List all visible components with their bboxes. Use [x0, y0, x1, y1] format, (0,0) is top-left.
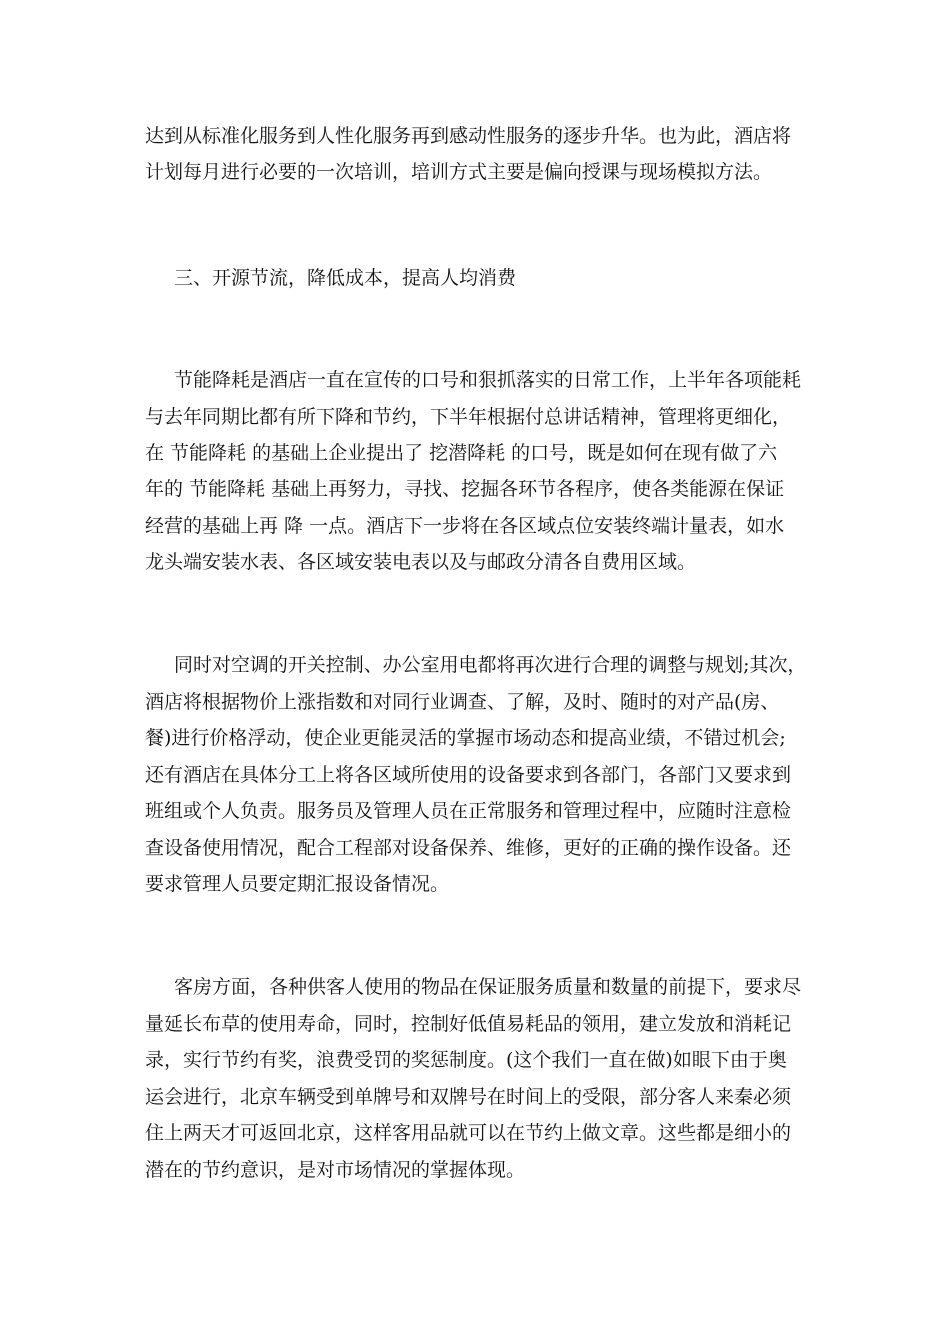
- text-line: 住上两天才可返回北京，这样客用品就可以在节约上做文章。这些都是细小的: [145, 1122, 792, 1144]
- text-line: 查设备使用情况，配合工程部对设备保养、维修，更好的正确的操作设备。还: [145, 837, 792, 859]
- text-line: 还有酒店在具体分工上将各区域所使用的设备要求到各部门，各部门又要求到: [145, 764, 792, 786]
- text-line: 酒店将根据物价上涨指数和对同行业调查、了解，及时、随时的对产品(房、: [145, 691, 780, 713]
- text-line: 经营的基础上再 降 一点。酒店下一步将在各区域点位安装终端计量表，如水: [145, 515, 785, 537]
- text-line: 龙头端安装水表、各区域安装电表以及与邮政分清各自费用区域。: [145, 551, 697, 573]
- text-line: 量延长布草的使用寿命，同时，控制好低值易耗品的领用，建立发放和消耗记: [145, 1013, 792, 1035]
- text-line: 要求管理人员要定期汇报设备情况。: [145, 873, 450, 895]
- text-line: 年的 节能降耗 基础上再努力，寻找、挖掘各环节各程序，使各类能源在保证: [145, 478, 785, 500]
- text-line: 计划每月进行必要的一次培训，培训方式主要是偏向授课与现场模拟方法。: [145, 161, 773, 183]
- text-line: 潜在的节约意识，是对市场情况的掌握体现。: [145, 1159, 526, 1181]
- text-line: 达到从标准化服务到人性化服务再到感动性服务的逐步升华。也为此，酒店将: [145, 125, 792, 147]
- text-line: 餐)进行价格浮动，使企业更能灵活的掌握市场动态和提高业绩，不错过机会;: [145, 727, 786, 749]
- text-line: 同时对空调的开关控制、办公室用电都将再次进行合理的调整与规划;其次，: [174, 654, 807, 676]
- text-line: 客房方面，各种供客人使用的物品在保证服务质量和数量的前提下，要求尽: [174, 976, 802, 998]
- text-line: 运会进行，北京车辆受到单牌号和双牌号在时间上的受限，部分客人来秦必须: [145, 1086, 792, 1108]
- text-line: 与去年同期比都有所下降和节约，下半年根据付总讲话精神，管理将更细化，: [145, 406, 792, 428]
- text-line: 在 节能降耗 的基础上企业提出了 挖潜降耗 的口号，既是如何在现有做了六: [145, 442, 778, 464]
- text-line: 节能降耗是酒店一直在宣传的口号和狠抓落实的日常工作，上半年各项能耗: [174, 369, 802, 391]
- heading-text: 三、开源节流，降低成本，提高人均消费: [174, 267, 517, 289]
- text-line: 录，实行节约有奖，浪费受罚的奖惩制度。(这个我们一直在做)如眼下由于奥: [145, 1049, 787, 1071]
- text-line: 班组或个人负责。服务员及管理人员在正常服务和管理过程中，应随时注意检: [145, 800, 792, 822]
